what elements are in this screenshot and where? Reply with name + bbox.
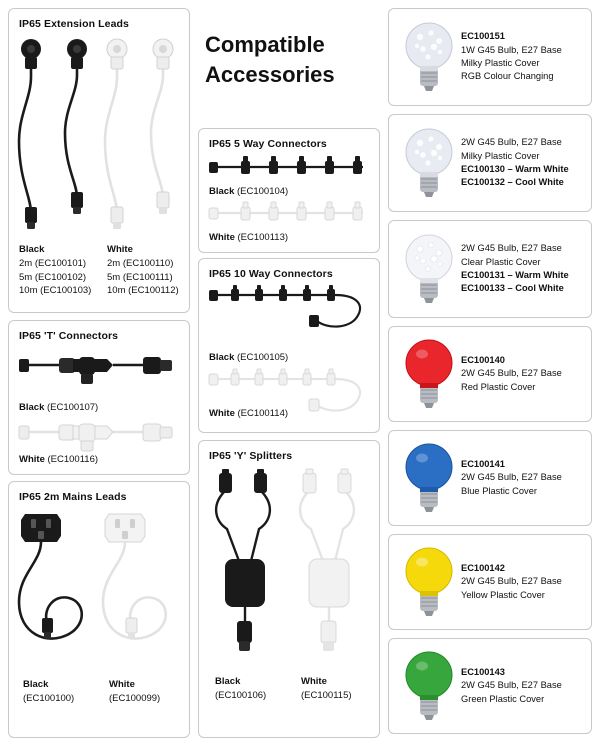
bulb-icon-ec100142 [397,543,461,621]
extension-white-item-2: 10m (EC100112) [107,285,179,297]
bulb-icon-milky-2w [397,124,461,202]
bulb-line-0: 1W G45 Bulb, E27 Base [461,44,562,55]
bulb-line-1: Green Plastic Cover [461,693,545,704]
mains-white-label: White [109,679,135,690]
bulb-text-ec100143 [461,666,583,706]
ten-way-black-label: Black [209,352,235,363]
bulb-icon-ec100141 [397,439,461,517]
bulb-card-ec100151 [388,8,592,106]
bulb-variant-1: EC100132 – Cool White [461,177,564,188]
bulb-text-ec100140 [461,354,583,394]
panel-extension-leads [8,8,190,313]
ten-way-black-art [207,285,375,343]
y-splitter-white-art [293,469,377,665]
five-way-white-art [207,201,375,227]
bulb-code-ec100151: EC100151 [461,31,505,42]
t-connector-black-art [17,349,183,391]
extension-black-item-2: 10m (EC100103) [19,285,92,297]
panel-t-connectors [8,320,190,475]
y-splitter-white-code: (EC100115) [301,689,352,701]
five-way-black-caption [209,185,288,199]
five-way-black-label: Black [209,186,235,197]
mains-black-label: Black [23,679,49,690]
bulb-text-clear-2w [461,242,583,296]
y-splitter-black-art [209,469,293,665]
bulb-line-0: 2W G45 Bulb, E27 Base [461,472,562,483]
ten-way-white-code: (EC100114) [237,408,289,419]
panel-extension-leads-title: IP65 Extension Leads [19,18,129,30]
extension-black-label: Black [19,244,45,255]
five-way-black-code: (EC100104) [237,186,289,197]
bulb-card-ec100140 [388,326,592,422]
bulb-icon-ec100143 [397,647,461,725]
extension-black-item-0: 2m (EC100101) [19,257,87,269]
bulb-line-0: 2W G45 Bulb, E27 Base [461,680,562,691]
extension-white-caption [107,243,179,298]
bulb-icon-clear-2w [397,230,461,308]
t-connector-black-label: Black [19,402,45,413]
bulb-line-1: Milky Plastic Cover [461,58,540,68]
panel-y-splitters [198,440,380,738]
extension-black-caption [19,243,91,298]
t-connector-white-label: White [19,454,45,465]
extension-lead-white-art [101,37,191,235]
bulb-line-1: Milky Plastic Cover [461,150,540,161]
panel-10way-title: IP65 10 Way Connectors [209,268,333,280]
bulb-text-ec100141 [461,458,583,498]
bulb-line-1: Red Plastic Cover [461,381,536,392]
mains-white-code: (EC100099) [109,692,161,704]
t-connector-white-caption [19,453,98,467]
panel-t-connectors-title: IP65 'T' Connectors [19,330,119,342]
bulb-text-ec100151 [461,30,583,84]
mains-lead-black-art [17,510,103,670]
extension-white-label: White [107,244,133,255]
bulb-card-ec100141 [388,430,592,526]
mains-black-caption [23,678,74,706]
bulb-icon-ec100140 [397,335,461,413]
extension-white-item-1: 5m (EC100111) [107,271,173,283]
bulb-variant-0: EC100131 – Warm White [461,270,569,280]
bulb-card-clear-2w [388,220,592,318]
bulb-line-1: Clear Plastic Cover [461,256,541,267]
five-way-black-art [207,155,375,181]
bulb-text-ec100142 [461,562,583,602]
panel-mains-leads [8,481,190,738]
bulb-card-milky-2w [388,114,592,212]
y-splitter-black-code: (EC100106) [215,689,267,701]
ten-way-white-label: White [209,408,235,419]
ten-way-black-caption [209,351,288,365]
mains-lead-white-art [101,510,187,670]
ten-way-white-caption [209,407,288,421]
t-connector-black-caption [19,401,98,415]
mains-black-code: (EC100100) [23,692,75,704]
bulb-variant-0: EC100130 – Warm White [461,164,569,174]
five-way-white-label: White [209,232,235,243]
extension-black-item-1: 5m (EC100102) [19,271,87,283]
extension-white-item-0: 2m (EC100110) [107,257,174,269]
bulb-line-1: Blue Plastic Cover [461,485,537,496]
extension-lead-black-art [15,37,105,235]
bulb-line-2: RGB Colour Changing [461,71,554,82]
panel-10way-connectors [198,258,380,433]
bulb-text-milky-2w [461,136,583,190]
page-title: Compatible Accessories [205,32,335,87]
y-splitter-black-caption [215,675,266,703]
t-connector-white-art [17,416,183,458]
bulb-variant-1: EC100133 – Cool White [461,283,564,294]
y-splitter-black-label: Black [215,676,241,687]
mains-white-caption [109,678,160,706]
bulb-code-ec100143: EC100143 [461,666,505,677]
bulb-card-ec100143 [388,638,592,734]
bulb-icon-ec100151 [397,18,461,96]
panel-5way-connectors [198,128,380,253]
bulb-code-ec100140: EC100140 [461,354,505,365]
panel-mains-leads-title: IP65 2m Mains Leads [19,491,127,503]
bulb-code-ec100141: EC100141 [461,458,505,469]
panel-5way-title: IP65 5 Way Connectors [209,138,327,150]
ten-way-black-code: (EC100105) [237,352,289,363]
panel-y-splitters-title: IP65 'Y' Splitters [209,450,293,462]
bulb-line-0: 2W G45 Bulb, E27 Base [461,243,562,254]
y-splitter-white-label: White [301,676,327,687]
bulb-line-0: 2W G45 Bulb, E27 Base [461,576,562,587]
bulb-card-ec100142 [388,534,592,630]
bulb-code-ec100142: EC100142 [461,562,505,573]
five-way-white-code: (EC100113) [237,232,289,243]
t-connector-white-code: (EC100116) [47,454,99,465]
bulb-line-0: 2W G45 Bulb, E27 Base [461,137,562,148]
bulb-line-1: Yellow Plastic Cover [461,589,545,600]
five-way-white-caption [209,231,288,245]
y-splitter-white-caption [301,675,352,703]
t-connector-black-code: (EC100107) [47,402,99,413]
bulb-line-0: 2W G45 Bulb, E27 Base [461,368,562,379]
